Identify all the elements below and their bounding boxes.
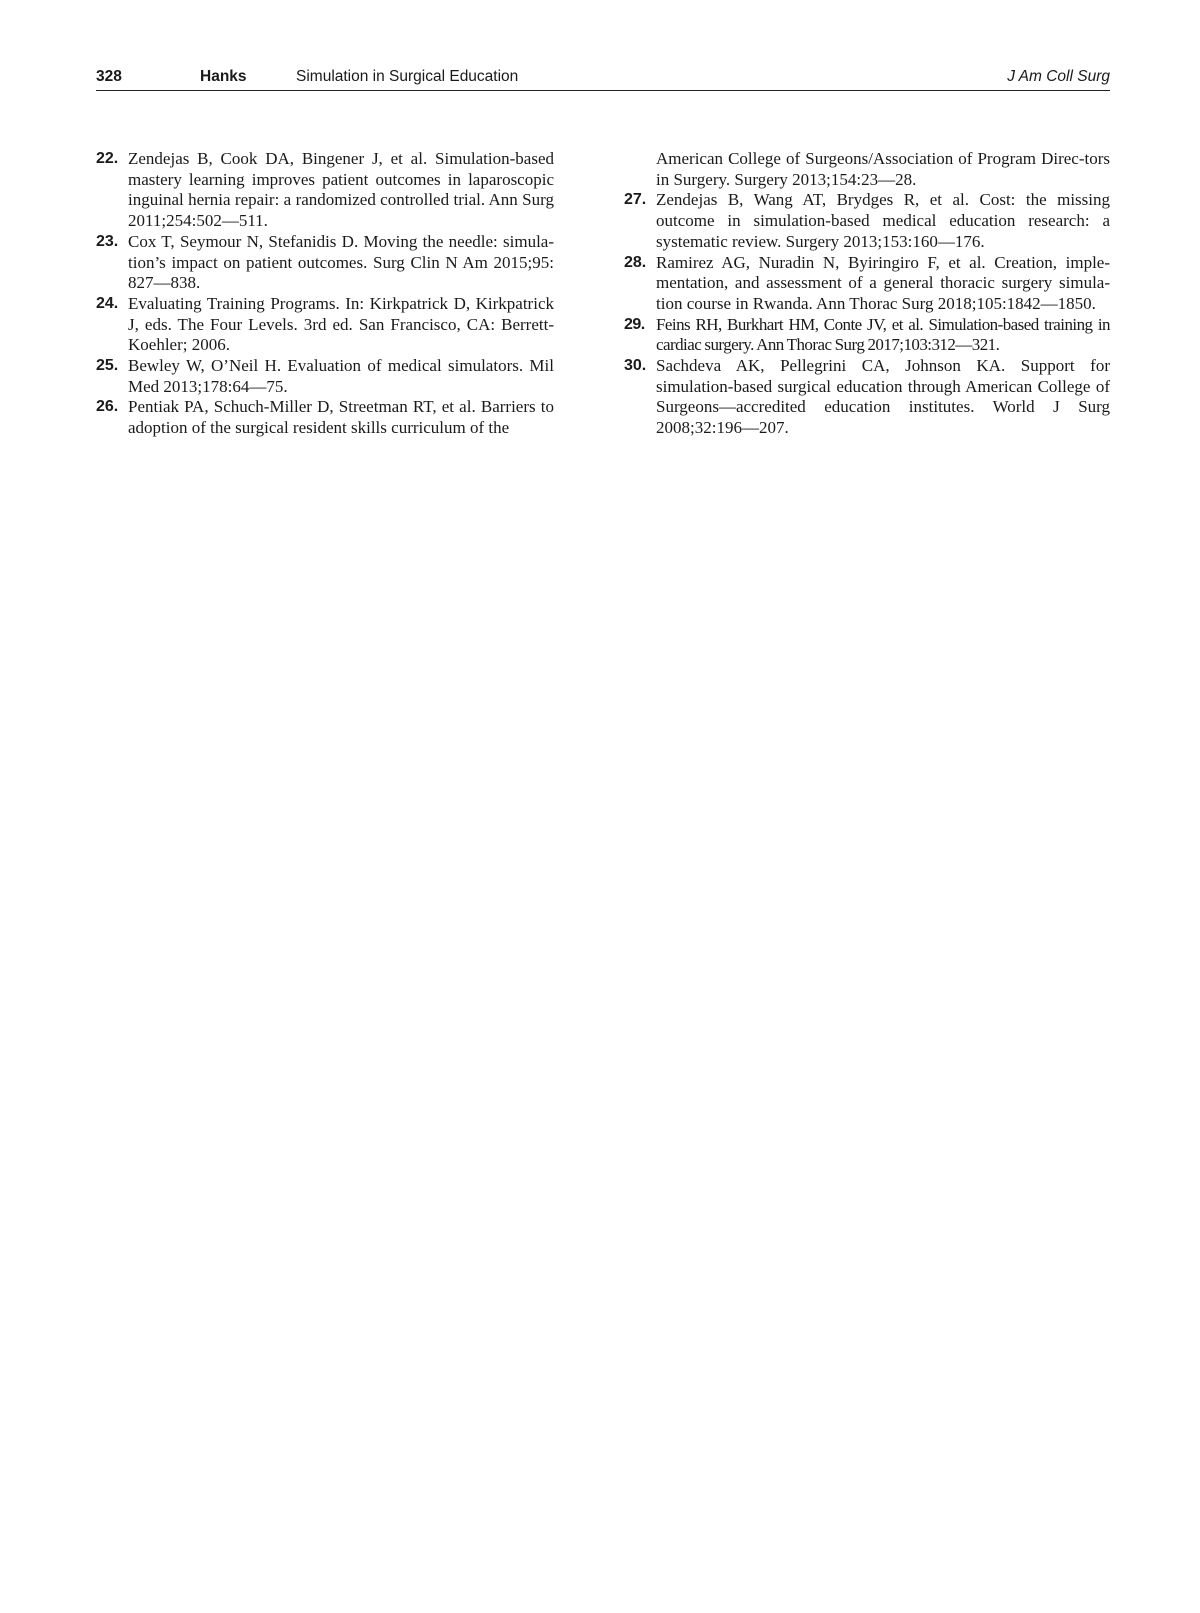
reference-text: Zendejas B, Wang AT, Brydges R, et al. Cost: the missing outcome in simulation-based medical education research: a systematic review. Surgery 2013;153:160—176. bbox=[656, 190, 1110, 251]
reference-text: Zendejas B, Cook DA, Bingener J, et al. Simulation-based mastery learning improves patient outcomes in laparoscopic inguinal hernia repair: a randomized controlled trial. Ann Surg 2011;254:502—511. bbox=[128, 149, 554, 231]
reference-number: 27. bbox=[624, 191, 647, 209]
reference-text: Feins RH, Burkhart HM, Conte JV, et al. Simulation-based training in cardiac surgery. Ann Thorac Surg 2017;103:312—321. bbox=[656, 314, 1110, 355]
reference-item bbox=[96, 149, 554, 232]
references-left-column bbox=[96, 149, 554, 439]
reference-number: 23. bbox=[96, 232, 119, 250]
reference-text: Ramirez AG, Nuradin N, Byiringiro F, et al. Creation, imple-mentation, and assessment of a general thoracic surgery simula-tion course in Rwanda. Ann Thorac Surg 2018;105:1842—1850. bbox=[656, 252, 1110, 313]
reference-item bbox=[96, 232, 554, 294]
running-author: Hanks bbox=[200, 68, 247, 85]
reference-item bbox=[624, 190, 1110, 252]
reference-item bbox=[96, 294, 554, 356]
reference-continuation bbox=[624, 149, 1110, 190]
reference-text: Pentiak PA, Schuch-Miller D, Streetman RT, et al. Barriers to adoption of the surgical resident skills curriculum of the bbox=[128, 397, 554, 438]
running-title: Simulation in Surgical Education bbox=[296, 68, 519, 85]
reference-text: Evaluating Training Programs. In: Kirkpatrick D, Kirkpatrick J, eds. The Four Levels. 3rd ed. San Francisco, CA: Berrett-Koehler; 2006. bbox=[128, 293, 554, 355]
reference-text: Bewley W, O’Neil H. Evaluation of medical simulators. Mil Med 2013;178:64—75. bbox=[128, 356, 554, 396]
reference-number: 30. bbox=[624, 357, 647, 375]
reference-number: 25. bbox=[96, 357, 119, 375]
reference-number: 26. bbox=[96, 398, 119, 416]
reference-text: Cox T, Seymour N, Stefanidis D. Moving the needle: simula-tion’s impact on patient outcomes. Surg Clin N Am 2015;95: 827—838. bbox=[128, 231, 554, 293]
reference-item bbox=[96, 356, 554, 397]
page-number: 328 bbox=[96, 68, 122, 85]
reference-item bbox=[624, 356, 1110, 439]
reference-text: Sachdeva AK, Pellegrini CA, Johnson KA. Support for simulation-based surgical education through American College of Surgeons—accredited education institutes. World J Surg 2008;32:196—207. bbox=[656, 356, 1110, 438]
reference-text: American College of Surgeons/Association of Program Direc-tors in Surgery. Surgery 2013;154:23—28. bbox=[656, 149, 1110, 189]
reference-number: 28. bbox=[624, 253, 647, 271]
running-header bbox=[96, 66, 1110, 91]
reference-number: 22. bbox=[96, 150, 119, 167]
reference-item bbox=[624, 253, 1110, 315]
journal-name: J Am Coll Surg bbox=[1007, 68, 1110, 85]
references-right-column bbox=[624, 149, 1110, 439]
reference-number: 24. bbox=[96, 294, 119, 312]
reference-number: 29. bbox=[624, 315, 645, 333]
reference-item bbox=[624, 315, 1110, 356]
reference-item bbox=[96, 397, 554, 438]
